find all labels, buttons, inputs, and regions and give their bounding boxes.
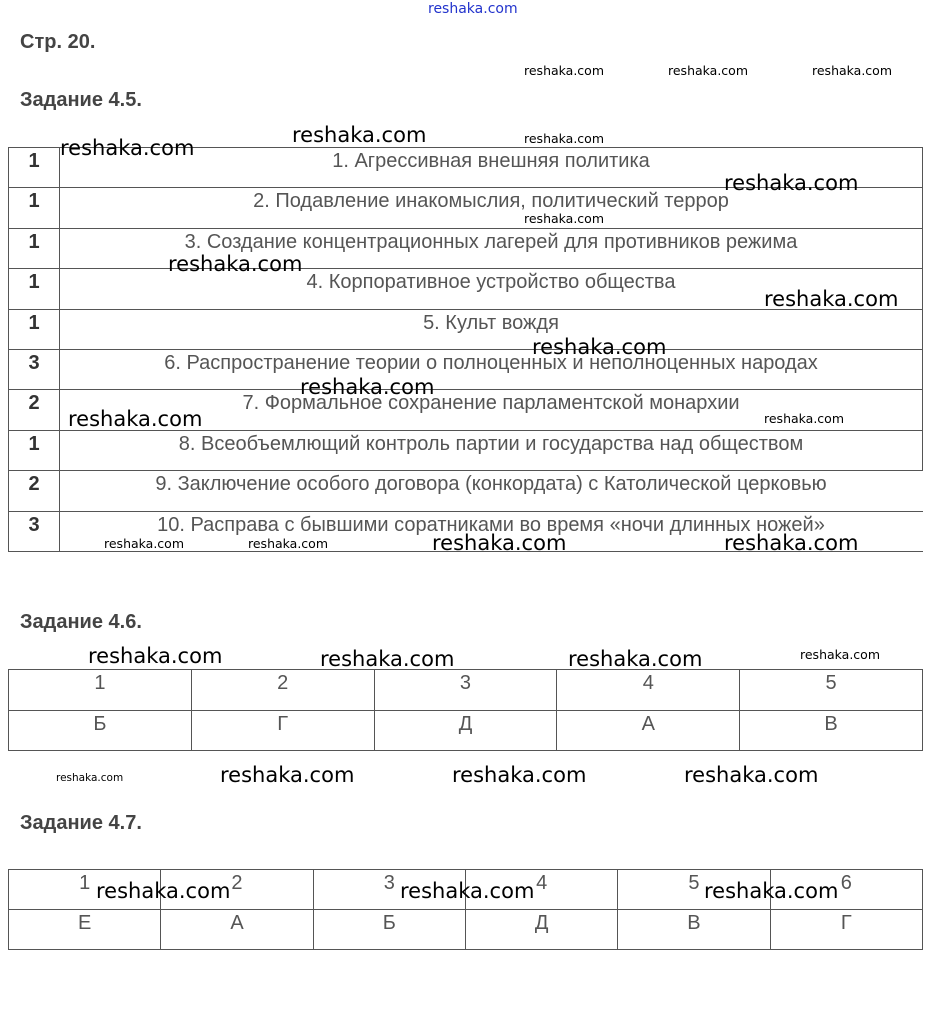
header-cell: 4 [557, 670, 740, 711]
table-row [9, 228, 923, 268]
watermark: reshaka.com [60, 136, 195, 160]
watermark: reshaka.com [524, 131, 604, 146]
points-cell: 2 [9, 471, 60, 511]
header-cell: 5 [618, 870, 770, 910]
statement-cell: 1. Агрессивная внешняя политика [60, 148, 923, 188]
statement-cell: 6. Распространение теории о полноценных и неполноценных народах [60, 349, 923, 389]
table-row [9, 309, 923, 349]
watermark: reshaka.com [568, 647, 703, 671]
watermark[interactable]: reshaka.com [428, 1, 518, 17]
answer-cell: Е [9, 910, 161, 950]
table-row-answers [9, 710, 923, 751]
watermark: reshaka.com [800, 647, 880, 662]
statement-cell: 4. Корпоративное устройство общества [60, 269, 923, 309]
header-cell: 5 [740, 670, 923, 711]
task-4-6-title: Задание 4.6. [20, 611, 142, 633]
statement-cell: 10. Расправа с бывшими соратниками во время «ночи длинных ножей» [60, 511, 923, 551]
table-row [9, 349, 923, 389]
answer-cell: А [557, 710, 740, 751]
statement-cell: 7. Формальное сохранение парламентской монархии [60, 390, 923, 430]
points-cell: 1 [9, 188, 60, 228]
task-4-7-title: Задание 4.7. [20, 812, 142, 834]
watermark: reshaka.com [524, 63, 604, 78]
statement-cell: 3. Создание концентрационных лагерей для противников режима [60, 228, 923, 268]
watermark: reshaka.com [452, 763, 587, 787]
header-cell: 6 [770, 870, 922, 910]
header-cell: 3 [313, 870, 465, 910]
watermark: reshaka.com [96, 879, 231, 903]
task-4-6-table [8, 669, 923, 751]
answer-cell: А [161, 910, 313, 950]
watermark: reshaka.com [68, 407, 203, 431]
watermark: reshaka.com [300, 375, 435, 399]
table-row-header [9, 670, 923, 711]
page-label: Стр. 20. [20, 31, 96, 53]
answer-cell: Д [374, 710, 557, 751]
statement-cell: 2. Подавление инакомыслия, политический террор [60, 188, 923, 228]
points-cell: 3 [9, 349, 60, 389]
answer-cell: Г [770, 910, 922, 950]
header-cell: 2 [161, 870, 313, 910]
watermark: reshaka.com [764, 287, 899, 311]
statement-cell: 8. Всеобъемлющий контроль партии и государства над обществом [60, 430, 923, 470]
points-cell: 1 [9, 430, 60, 470]
watermark: reshaka.com [432, 531, 567, 555]
task-4-5-title: Задание 4.5. [20, 89, 142, 111]
points-cell: 1 [9, 148, 60, 188]
header-cell: 3 [374, 670, 557, 711]
watermark: reshaka.com [56, 772, 124, 784]
watermark: reshaka.com [724, 531, 859, 555]
answer-cell: Д [465, 910, 617, 950]
watermark: reshaka.com [704, 879, 839, 903]
table-row-answers [9, 910, 923, 950]
watermark: reshaka.com [168, 252, 303, 276]
header-cell: 1 [9, 670, 192, 711]
watermark: reshaka.com [668, 63, 748, 78]
points-cell: 1 [9, 228, 60, 268]
header-cell: 2 [191, 670, 374, 711]
points-cell: 3 [9, 511, 60, 551]
points-cell: 1 [9, 269, 60, 309]
header-cell: 4 [465, 870, 617, 910]
table-row [9, 430, 923, 470]
watermark: reshaka.com [532, 335, 667, 359]
watermark: reshaka.com [220, 763, 355, 787]
table-row [9, 471, 923, 511]
watermark: reshaka.com [524, 211, 604, 226]
watermark: reshaka.com [764, 411, 844, 426]
watermark: reshaka.com [292, 123, 427, 147]
task-4-5-table [8, 147, 923, 552]
watermark: reshaka.com [400, 879, 535, 903]
answer-cell: Б [313, 910, 465, 950]
answer-cell: Б [9, 710, 192, 751]
points-cell: 1 [9, 309, 60, 349]
answer-cell: В [740, 710, 923, 751]
answer-cell: Г [191, 710, 374, 751]
watermark: reshaka.com [320, 647, 455, 671]
watermark: reshaka.com [724, 171, 859, 195]
watermark: reshaka.com [812, 63, 892, 78]
watermark: reshaka.com [684, 763, 819, 787]
header-cell: 1 [9, 870, 161, 910]
statement-cell: 9. Заключение особого договора (конкордата) с Католической церковью [60, 471, 923, 511]
statement-cell: 5. Культ вождя [60, 309, 923, 349]
watermark: reshaka.com [248, 536, 328, 551]
watermark: reshaka.com [88, 644, 223, 668]
points-cell: 2 [9, 390, 60, 430]
watermark: reshaka.com [104, 536, 184, 551]
answer-cell: В [618, 910, 770, 950]
